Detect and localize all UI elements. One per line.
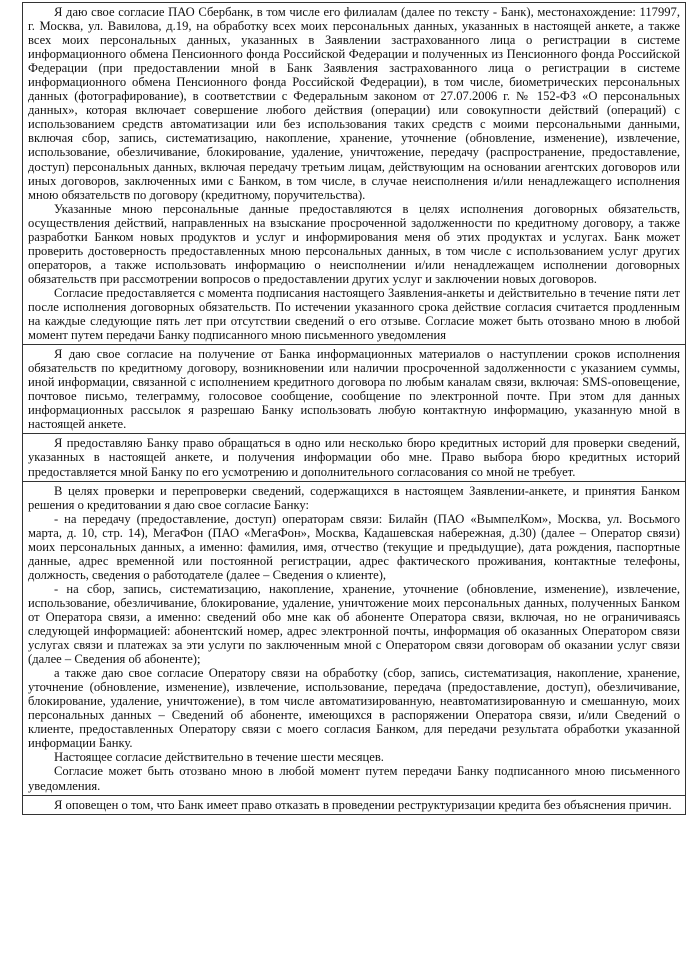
paragraph: Согласие может быть отозвано мною в любой момент путем передачи Банку подписанного мною письменного уведомления. [28,764,680,793]
notice-restructuring-block [22,796,686,815]
consent-informational-materials-block [22,345,686,434]
list-item: - на сбор, запись, систематизацию, накопление, хранение, уточнение (обновление, изменение), извлечение, использование, обезличивание, блокирование, удаление, уничтожение моих персональных данных, полученных Банком от Оператора связи, а именно: сведений обо мне как об абоненте Оператора связи, включая, но не ограничиваясь следующей информацией: абонентский номер, адрес электронной почты, информация об оказанных Оператором связи услугах связи и платежах за эти услуги по заключенным мной с Оператором связи договорам об оказании услуг связи (далее – Сведения об абоненте); [28,581,680,667]
paragraph: В целях проверки и перепроверки сведений, содержащихся в настоящем Заявлении-анкете, и принятия Банком решения о кредитовании я даю свое согласие Банку: [28,483,680,512]
paragraph: Я оповещен о том, что Банк имеет право отказать в проведении реструктуризации кредита без объяснения причин. [54,797,672,812]
consent-document [22,2,686,815]
consent-credit-bureaus-block [22,434,686,481]
paragraph: Я даю свое согласие на получение от Банка информационных материалов о наступлении сроков исполнения обязательств по кредитному договору, возникновении или наличии просроченной задолженности с указанием суммы, иной информации, связанной с исполнением кредитного договора по любым каналам связи, включая: SMS-оповещение, почтовое письмо, телеграмму, голосовое сообщение, сообщение по электронной почте. При этом для данных информационных рассылок я разрешаю Банку использовать любую контактную информацию, указанную мной в настоящей анкете. [28,347,680,432]
consent-telecom-operators-block [22,482,686,796]
consent-personal-data-block [22,2,686,345]
paragraph: Указанные мною персональные данные предоставляются в целях исполнения договорных обязательств, осуществления действий, направленных на взыскание просроченной задолженности по кредитному договору, а также разработки Банком новых продуктов и услуг и информирования меня об этих продуктах и услугах. Банк может проверить достоверность предоставленных мною персональных данных, в том числе с использованием услуг других операторов, а также использовать информацию о неисполнении и/или ненадлежащем исполнении договорных обязательств при рассмотрении вопросов о предоставлении других услуг и заключении новых договоров. [28,201,680,286]
paragraph: Согласие предоставляется с момента подписания настоящего Заявления-анкеты и действительно в течение пяти лет после исполнения договорных обязательств. По истечении указанного срока действие согласия считается продленным на каждые следующие пять лет при отсутствии сведений о его отзыве. Согласие может быть отозвано мною в любой момент путем передачи Банку подписанного мною письменного уведомления [28,285,680,343]
paragraph: Я предоставляю Банку право обращаться в одно или несколько бюро кредитных историй для проверки сведений, указанных в настоящей анкете, и получения информации обо мне. Право выбора бюро кредитных историй предоставляется мной Банку по его усмотрению и дополнительного согласования со мной не требует. [28,436,680,479]
paragraph: Настоящее согласие действительно в течение шести месяцев. [54,750,384,765]
paragraph: Я даю свое согласие ПАО Сбербанк, в том числе его филиалам (далее по тексту - Банк), местонахождение: 117997, г. Москва, ул. Вавилова, д.19, на обработку всех моих персональных данных, указанных в настоящей анкете, а также всех моих персональных данных, указанных в Заявлении застрахованного лица о регистрации в системе информационного обмена Пенсионного фонда Российской Федерации и полученных из Пенсионного фонда Российской Федерации (при предоставлении мной в Банк Заявления застрахованного лица о регистрации в системе информационного обмена Пенсионного фонда Российской Федерации), в том числе, биометрических персональных данных (фотографирование), в соответствии с Федеральным законом от 27.07.2006 г. № 152-ФЗ «О персональных данных», которая включает совершение любого действия (операции) или совокупности действий (операций) с использованием средств автоматизации или без использования таких средств с моими персональными данными, включая сбор, запись, систематизацию, накопление, хранение, уточнение (обновление, изменение), извлечение, использование, обезличивание, блокирование, удаление, уничтожение, передачу (распространение, предоставление, доступ) персональных данных, включая передачу третьим лицам, действующим на основании агентских договоров или иных договоров, заключенных ими с Банком, в том числе, в случае неисполнения и/или ненадлежащего исполнения мною обязательств по договору (кредитному, поручительства). [28,5,680,202]
list-item: - на передачу (предоставление, доступ) операторам связи: Билайн (ПАО «ВымпелКом», Москва, ул. Восьмого марта, д. 10, стр. 14), МегаФон (ПАО «МегаФон», Москва, Кадашевская набережная, д.30) (далее – Оператор связи) моих персональных данных, а именно: фамилия, имя, отчество (текущие и предыдущие), дата рождения, паспортные данные, адрес временной или постоянной регистрации, адрес фактического проживания, контактные телефоны, должность, сведения о работодателе (далее – Сведения о клиенте), [28,511,680,582]
paragraph: а также даю свое согласие Оператору связи на обработку (сбор, запись, систематизация, накопление, хранение, уточнение (обновление, изменение), извлечение, использование, передача (предоставление, доступ), обезличивание, блокирование, удаление, уничтожение), в том числе автоматизированную, неавтоматизированную и смешанную, моих персональных данных – Сведений об абоненте, имеющихся в распоряжении Оператора связи, и/или Сведений о клиенте, предоставленных Оператору связи с моего согласия Банком, для передачи результата обработки указанной информации Банку. [28,666,680,751]
